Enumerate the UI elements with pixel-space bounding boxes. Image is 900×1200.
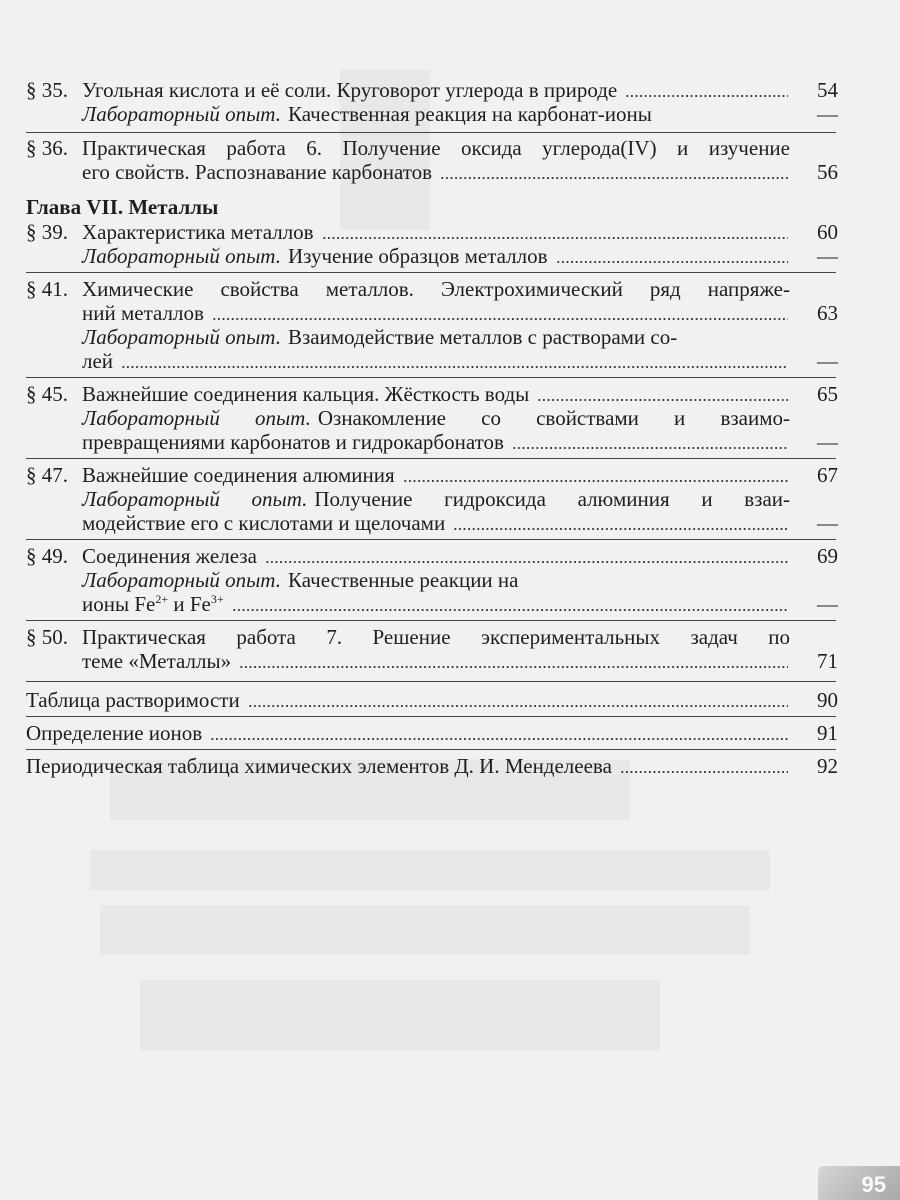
lab-page: — — [817, 511, 838, 535]
section-number: § 50. — [26, 625, 68, 649]
lab-page: — — [817, 592, 838, 616]
lab-text: Ознакомление со свойствами и взаимо- — [317, 406, 790, 430]
dot-leader — [232, 592, 788, 616]
show-through-3 — [90, 850, 770, 890]
lab-text: Качественные реакции на — [287, 568, 519, 592]
page-number: 56 — [817, 160, 838, 184]
dot-leader — [212, 301, 788, 325]
dot-leader — [210, 721, 788, 745]
lab-label: Лабораторный опыт. — [82, 102, 281, 126]
appendix-title: Определение ионов — [26, 721, 203, 745]
folio-number: 95 — [861, 1172, 886, 1197]
section-title: Практическая работа 6. Получение оксида углерода(IV) и изучение — [82, 136, 790, 160]
section-title: Характеристика металлов — [82, 220, 314, 244]
page-number: 60 — [817, 220, 838, 244]
lab-text: Взаимодействие металлов с растворами со- — [287, 325, 678, 349]
dot-leader — [322, 220, 788, 244]
toc-entry-ion-detection[interactable] — [26, 721, 838, 745]
section-title-cont: ний металлов — [82, 301, 204, 325]
section-title-cont: теме «Металлы» — [82, 649, 232, 673]
page-number: 90 — [817, 688, 838, 712]
divider — [26, 620, 836, 621]
section-number: § 47. — [26, 463, 68, 487]
lab-text-cont: модействие его с кислотами и щелочами — [82, 511, 446, 535]
divider — [26, 132, 836, 133]
page-number: 71 — [817, 649, 838, 673]
show-through-4 — [100, 905, 750, 955]
divider — [26, 716, 836, 717]
toc-entry-39[interactable] — [26, 220, 838, 268]
divider — [26, 377, 836, 378]
page-number: 92 — [817, 754, 838, 778]
dot-leader — [440, 160, 788, 184]
lab-label: Лабораторный опыт. — [82, 244, 281, 268]
dot-leader — [403, 463, 788, 487]
section-title: Соединения железа — [82, 544, 257, 568]
lab-page: — — [817, 244, 838, 268]
appendix-title: Таблица растворимости — [26, 688, 240, 712]
lab-text: Качественная реакция на карбонат-ионы — [287, 102, 652, 126]
toc-entry-50[interactable] — [26, 625, 838, 673]
page-number: 63 — [817, 301, 838, 325]
section-number: § 39. — [26, 220, 68, 244]
toc-entry-47[interactable] — [26, 463, 838, 535]
show-through-5 — [140, 980, 660, 1050]
dot-leader — [239, 649, 788, 673]
page-number: 69 — [817, 544, 838, 568]
dot-leader — [248, 688, 788, 712]
toc-entry-periodic-table[interactable] — [26, 754, 838, 778]
lab-text: Получение гидроксида алюминия и взаи- — [314, 487, 790, 511]
toc-entry-solubility-table[interactable] — [26, 688, 838, 712]
divider — [26, 539, 836, 540]
divider — [26, 272, 836, 273]
dot-leader — [453, 511, 788, 535]
dot-leader — [620, 754, 788, 778]
page-number: 67 — [817, 463, 838, 487]
section-title: Угольная кислота и её соли. Круговорот углерода в природе — [82, 78, 618, 102]
appendix-title: Периодическая таблица химических элементов Д. И. Менделеева — [26, 754, 612, 778]
toc-entry-35[interactable] — [26, 78, 838, 126]
section-number: § 35. — [26, 78, 68, 102]
table-of-contents — [26, 78, 838, 778]
section-title-cont: его свойств. Распознавание карбонатов — [82, 160, 433, 184]
page-number-tab — [818, 1166, 900, 1200]
chapter-heading[interactable]: Глава VII. Металлы — [26, 195, 219, 219]
page-number: 91 — [817, 721, 838, 745]
page-number: 65 — [817, 382, 838, 406]
divider — [26, 458, 836, 459]
dot-leader — [537, 382, 788, 406]
lab-text-cont: лей — [82, 349, 114, 373]
dot-leader — [556, 244, 788, 268]
divider — [26, 681, 836, 682]
toc-entry-36[interactable] — [26, 136, 838, 184]
page-number: 54 — [817, 78, 838, 102]
lab-label: Лабораторный опыт. — [82, 406, 311, 430]
divider — [26, 749, 836, 750]
lab-page: — — [817, 102, 838, 126]
lab-text-cont: превращениями карбонатов и гидрокарбонатов — [82, 430, 504, 454]
lab-label: Лабораторный опыт. — [82, 487, 308, 511]
dot-leader — [121, 349, 788, 373]
toc-entry-45[interactable] — [26, 382, 838, 454]
section-title: Важнейшие соединения алюминия — [82, 463, 395, 487]
lab-page: — — [817, 349, 838, 373]
section-number: § 45. — [26, 382, 68, 406]
toc-entry-49[interactable] — [26, 544, 838, 616]
section-number: § 36. — [26, 136, 68, 160]
ion-formula: ионы $Fe^{2+}$ и $Fe^{3+}$ — [82, 592, 224, 616]
lab-label: Лабораторный опыт. — [82, 325, 281, 349]
section-number: § 41. — [26, 277, 68, 301]
section-title: Важнейшие соединения кальция. Жёсткость воды — [82, 382, 530, 406]
lab-page: — — [817, 430, 838, 454]
section-number: § 49. — [26, 544, 68, 568]
lab-text: Изучение образцов металлов — [287, 244, 548, 268]
section-title: Химические свойства металлов. Электрохимический ряд напряже- — [82, 277, 790, 301]
section-title: Практическая работа 7. Решение экспериментальных задач по — [82, 625, 790, 649]
dot-leader — [625, 78, 788, 102]
dot-leader — [265, 544, 788, 568]
toc-entry-41[interactable] — [26, 277, 838, 373]
lab-label: Лабораторный опыт. — [82, 568, 281, 592]
dot-leader — [512, 430, 788, 454]
